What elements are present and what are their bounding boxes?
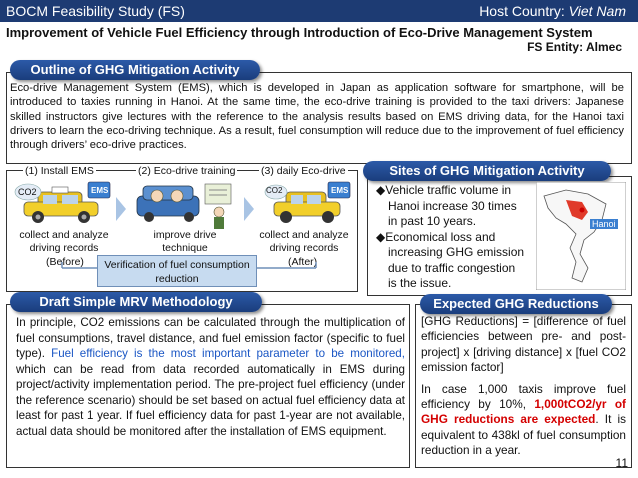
training-illustration xyxy=(133,178,237,230)
verification-box: Verification of fuel consumption reduction xyxy=(97,255,257,287)
list-item xyxy=(376,183,526,230)
co2-icon-1: CO2 xyxy=(18,187,37,197)
study-label: BOCM Feasibility Study (FS) xyxy=(6,3,185,19)
case-text-1: In case 1,000 taxis improve fuel efficiency by 10%, xyxy=(421,381,626,412)
co2-icon-3: CO2 xyxy=(266,186,283,195)
mrv-text-1: In principle, CO2 emissions can be calculated through the multiplication of fuel consumptions, travel distance, and fuel emission factor (specific to fuel type). xyxy=(16,316,405,360)
before-label: (Before) xyxy=(46,256,84,268)
mrv-text xyxy=(16,315,405,439)
site-item-text: Economical loss and increasing GHG emission due to traffic congestion is the issue. xyxy=(385,229,525,290)
outline-heading: Outline of GHG Mitigation Activity xyxy=(10,60,260,80)
host-country xyxy=(479,3,626,19)
reductions-text xyxy=(421,314,626,465)
diamond-bullet-icon: ◆ xyxy=(376,229,386,244)
diamond-bullet-icon: ◆ xyxy=(376,183,386,197)
page-number: 11 xyxy=(615,456,628,470)
site-item-text: Vehicle traffic volume in Hanoi increase 30 times in past 10 years. xyxy=(385,183,517,228)
outline-text: Eco-drive Management System (EMS), which is developed in Japan as application software for smartphone, will be introduced to taxies running in Hanoi. At the same time, the eco-drive training is provided to the taxi drivers: Japanese skilled instructors give lectures with the reference to the analysis results based on EMS driving data, for the Hanoi taxi drivers to learn the eco-driving technique. As a result, fuel consumption will reduce due to the improvement of fuel efficiency through drivers’ eco-drive practices. xyxy=(10,82,624,152)
vietnam-map-icon xyxy=(536,182,626,290)
sites-heading: Sites of GHG Mitigation Activity xyxy=(363,161,611,181)
host-country-name: Viet Nam xyxy=(568,3,626,19)
arrow-right-icon xyxy=(116,197,126,221)
case-highlight: 1,000tCO2/yr of GHG reductions are expected xyxy=(421,397,626,427)
mrv-heading: Draft Simple MRV Methodology xyxy=(10,292,262,312)
step-2-label: (2) Eco-drive training xyxy=(138,165,236,177)
reductions-heading: Expected GHG Reductions xyxy=(420,294,612,314)
sites-list xyxy=(376,183,526,292)
case-text-2: . It is equivalent to 438kl of fuel consumption reduction in a year. xyxy=(421,412,626,458)
header-bar xyxy=(0,0,638,22)
list-item xyxy=(376,230,526,292)
reductions-case xyxy=(421,382,626,459)
reductions-formula: [GHG Reductions] = [difference of fuel efficiencies between pre- and post-project] x [driving distance] x [fuel CO2 emission factor] xyxy=(421,314,626,375)
step-3-label: (3) daily Eco-drive xyxy=(261,165,346,177)
step-1-caption: collect and analyze driving records xyxy=(19,229,109,254)
step-1-label: (1) Install EMS xyxy=(25,165,94,177)
mrv-text-highlight: Fuel efficiency is the most important parameter to be monitored, xyxy=(51,347,405,360)
ems-icon-1: EMS xyxy=(91,186,109,195)
hanoi-label: Hanoi xyxy=(592,219,616,229)
step-3-caption: collect and analyze driving records xyxy=(259,229,349,254)
fs-entity: FS Entity: Almec xyxy=(527,40,622,54)
page-title: Improvement of Vehicle Fuel Efficiency through Introduction of Eco-Drive Management System xyxy=(6,25,593,40)
arrow-right-icon xyxy=(244,197,254,221)
ems-icon-3: EMS xyxy=(331,186,349,195)
step-2-caption: improve drive technique xyxy=(153,229,217,254)
after-label: (After) xyxy=(288,256,318,268)
host-label: Host Country: xyxy=(479,3,569,19)
mrv-text-2: which can be read from data recorded automatically in EMS during project/activity implementation period. The pre-project fuel efficiency (under the reference scenario) should be set based on actual fuel efficiency data at least for past 1 year. If fuel efficiency data for past 1-year are not available, actual data should be monitored after the installation of EMS equipment. xyxy=(16,362,405,438)
